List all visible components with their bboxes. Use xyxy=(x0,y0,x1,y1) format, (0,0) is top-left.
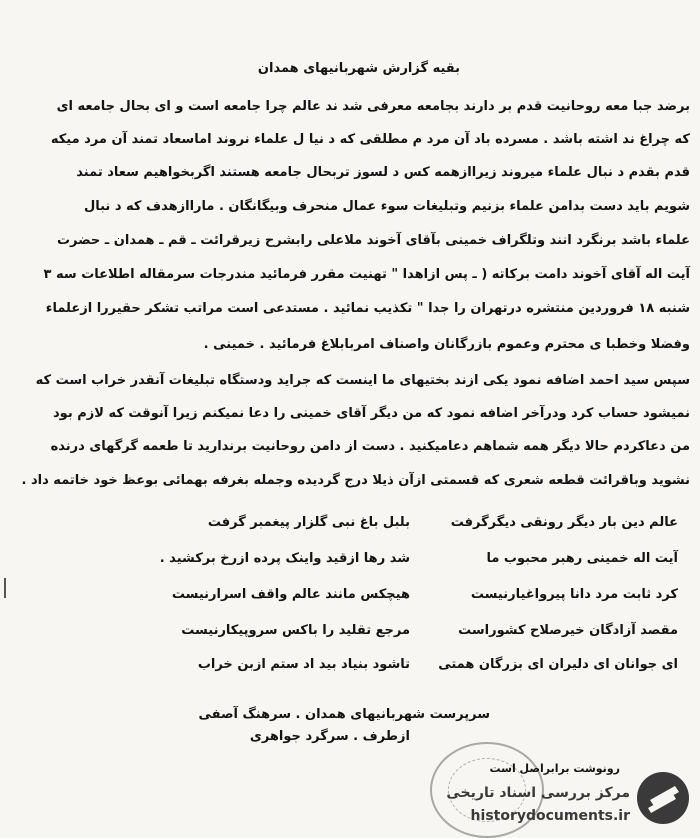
body-line: وفضلا وخطبا ی محترم وعموم بازرگانان واصناف امربابلاغ فرمائید . خمینی . xyxy=(203,337,690,352)
body-line: من دعاکردم حالا دیگر همه شماهم دعامیکنید . دست از دامن روحانیت برندارید تا طعمه گرگهای درنده xyxy=(50,439,690,454)
poem-verse-right: مقصد آزادگان خیرصلاح کشوراست xyxy=(458,623,678,638)
body-line: نمیشود حساب کرد ودرآخر اضافه نمود که من دیگر آقای خمینی را دعا نمیکنم زیرا آنوقت که لازم بود xyxy=(53,406,690,421)
body-line: قدم بقدم د نبال علماء میروند زیراازهمه کس د لسوز تربحال جامعه هستند اگربخواهیم سعاد تمند xyxy=(76,165,690,180)
body-line: سپس سید احمد اضافه نمود یکی ازند بختیهای ما اینست که جراید ودستگاه تبلیغات آنقدر خراب است که xyxy=(35,373,690,388)
poem-verse-left: تاشود بنیاد بید اد ستم ازبن خراب xyxy=(197,657,410,672)
poem-verse-right: عالم دین بار دیگر رونقی دیگرگرفت xyxy=(450,515,678,530)
body-line: آیت اله آقای آخوند دامت برکاته ( ـ پس ازاهدا " تهنیت مقرر فرمائید مندرجات سرمقاله اطلاعات سه ۳ xyxy=(43,267,690,282)
poem-verse-right: آیت اله خمینی رهبر محبوب ما xyxy=(486,551,678,566)
body-line: نشوید وباقرائت قطعه شعری که قسمتی ازآن ذیلا درج گردیده وجمله بغرفه بهمائی بوعظ خود خاتمه داد . xyxy=(21,473,690,488)
body-line: علماء باشد برنگرد انند وتلگراف خمینی بآقای آخوند ملاعلی رابشرح زیرقرائت ـ قم ـ همدان ـ حضرت xyxy=(56,233,690,248)
poem-verse-left: هیچکس مانند عالم واقف اسرارنیست xyxy=(171,587,410,602)
poem-verse-left: بلبل باغ نبی گلزار پیغمبر گرفت xyxy=(207,515,410,530)
body-line: شویم باید دست بدامن علماء بزنیم وتبلیغات سوء عمال منحرف وبیگانگان . ماراازهدف که د نبال xyxy=(83,199,690,214)
margin-mark xyxy=(4,578,6,598)
signature-line: سرپرست شهربانیهای همدان . سرهنگ آصفی xyxy=(198,707,490,722)
poem-verse-left: مرجع تقلید را باکس سروپیکارنیست xyxy=(181,623,410,638)
signature-line: ازطرف . سرگرد جواهری xyxy=(249,729,410,744)
archive-logo-icon xyxy=(635,770,691,826)
poem-verse-right: ای جوانان ای دلیران ای بزرگان همتی xyxy=(438,657,678,672)
body-line: برضد جبا معه روحانیت قدم بر دارند بجامعه معرفی شد ند عالم چرا جامعه است و ای بحال جامعه ای xyxy=(56,99,690,114)
body-line: که چراغ ند اشته باشد . مسرده باد آن مرد م مطلقی که د نیا ل علماء نروند اماسعاد تمند آن مرد میکه xyxy=(50,132,690,147)
poem-verse-right: کرد ثابت مرد دانا پیرواغیارنیست xyxy=(470,587,678,602)
watermark-url: historydocuments.ir xyxy=(470,808,630,824)
document-heading: بقیه گزارش شهربانیهای همدان xyxy=(257,61,460,76)
copy-certification: رونوشت برابراصل است xyxy=(489,762,620,775)
poem-verse-left: شد رها ازقید واینک پرده ازرخ برکشید . xyxy=(159,551,410,566)
body-line: شنبه ۱۸ فروردین منتشره درتهران را جدا " تکذیب نمائید . مستدعی است مراتب تشکر حقیررا ازعلماء xyxy=(45,301,690,316)
watermark-text: مرکز بررسی اسناد تاریخی xyxy=(446,785,630,801)
